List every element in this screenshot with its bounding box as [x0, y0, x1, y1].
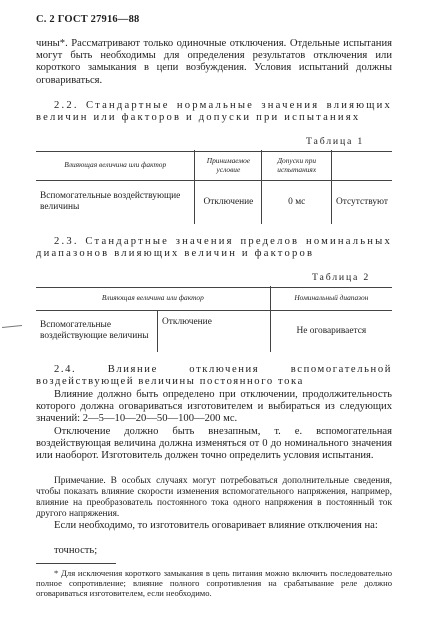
table-1-header-tolerance: Допуски при испытаниях — [262, 150, 332, 180]
table-2-header-factor: Влияющая величина или фактор — [36, 286, 270, 310]
section-2-4-paragraph-4: точность; — [54, 545, 98, 556]
section-2-4-title: 2.4. Влияние отключения вспомогательной воздействующей величины постоянного тока — [36, 364, 392, 388]
footnote: * Для исключения короткого замыкания в цепь питания можно включить последовательно полное сопротивление; влияние полного сопротивления на срабатывание реле должно оговариваться изготовителем, если необходимо. — [36, 568, 392, 598]
table-2-header-range: Номинальный диапазон — [294, 293, 369, 303]
note-paragraph: Примечание. В особых случаях могут потребоваться дополнительные сведения, чтобы показать влияние скорости изменения вспомогательного напряжения, например, влияние на преобразователь постоянного тока одного напряжения в постоянный ток другого напряжения. — [36, 476, 392, 519]
section-2-2-title: 2.2. Стандартные нормальные значения влияющих величин или факторов и допуски при испытаниях — [36, 100, 392, 124]
table-1-cell-tolerance: Отсутствуют — [336, 196, 388, 207]
section-2-4-paragraph-3: Если необходимо, то изготовитель оговаривает влияние отключения на: — [54, 520, 378, 531]
table-2-cell-range: Не оговаривается — [296, 325, 367, 336]
table-1-header-empty — [332, 150, 392, 180]
margin-pencil-mark — [2, 325, 22, 328]
paragraph-intro: чины*. Рассматривают только одиночные отключения. Отдельные испытания могут быть необходимы для определения результатов отключения или короткого замыкания в цепи возбуждения. Условия испытаний должны оговариваться. — [36, 38, 392, 86]
table-1-header-factor: Влияющая величина или фактор — [36, 150, 195, 180]
table-2-cell-factor: Вспомогательные воздействующие величины — [36, 310, 158, 352]
section-2-4-paragraph-1: Влияние должно быть определено при отключении, продолжительность которого должна оговариваться изготовителем и выбираться из следующих значений: 2—5—10—20—50—100—200 мс. — [36, 389, 392, 425]
table-1-cell-condition: Отключение — [195, 180, 262, 224]
section-2-4-paragraph-2: Отключение должно быть внезапным, т. е. вспомогательная воздействующая величина должна изменяться от 0 до номинального значения или наоборот. Изготовитель должен точно определить условия испытания. — [36, 426, 392, 462]
table-1 — [36, 150, 392, 224]
page-header: С. 2 ГОСТ 27916—88 — [36, 14, 140, 25]
table-1-cell-value: 0 мс — [262, 180, 332, 224]
table-2-caption: Таблица 2 — [312, 272, 371, 283]
section-2-3-title: 2.3. Стандартные значения пределов номинальных диапазонов влияющих величин и факторов — [36, 236, 392, 260]
table-2 — [36, 286, 392, 352]
table-1-caption: Таблица 1 — [306, 136, 365, 147]
table-1-header-condition: Принимаемое условие — [195, 150, 262, 180]
table-1-cell-factor: Вспомогательные воздействующие величины — [36, 180, 195, 224]
footnote-separator — [36, 563, 116, 564]
table-2-cell-condition: Отключение — [158, 310, 271, 352]
